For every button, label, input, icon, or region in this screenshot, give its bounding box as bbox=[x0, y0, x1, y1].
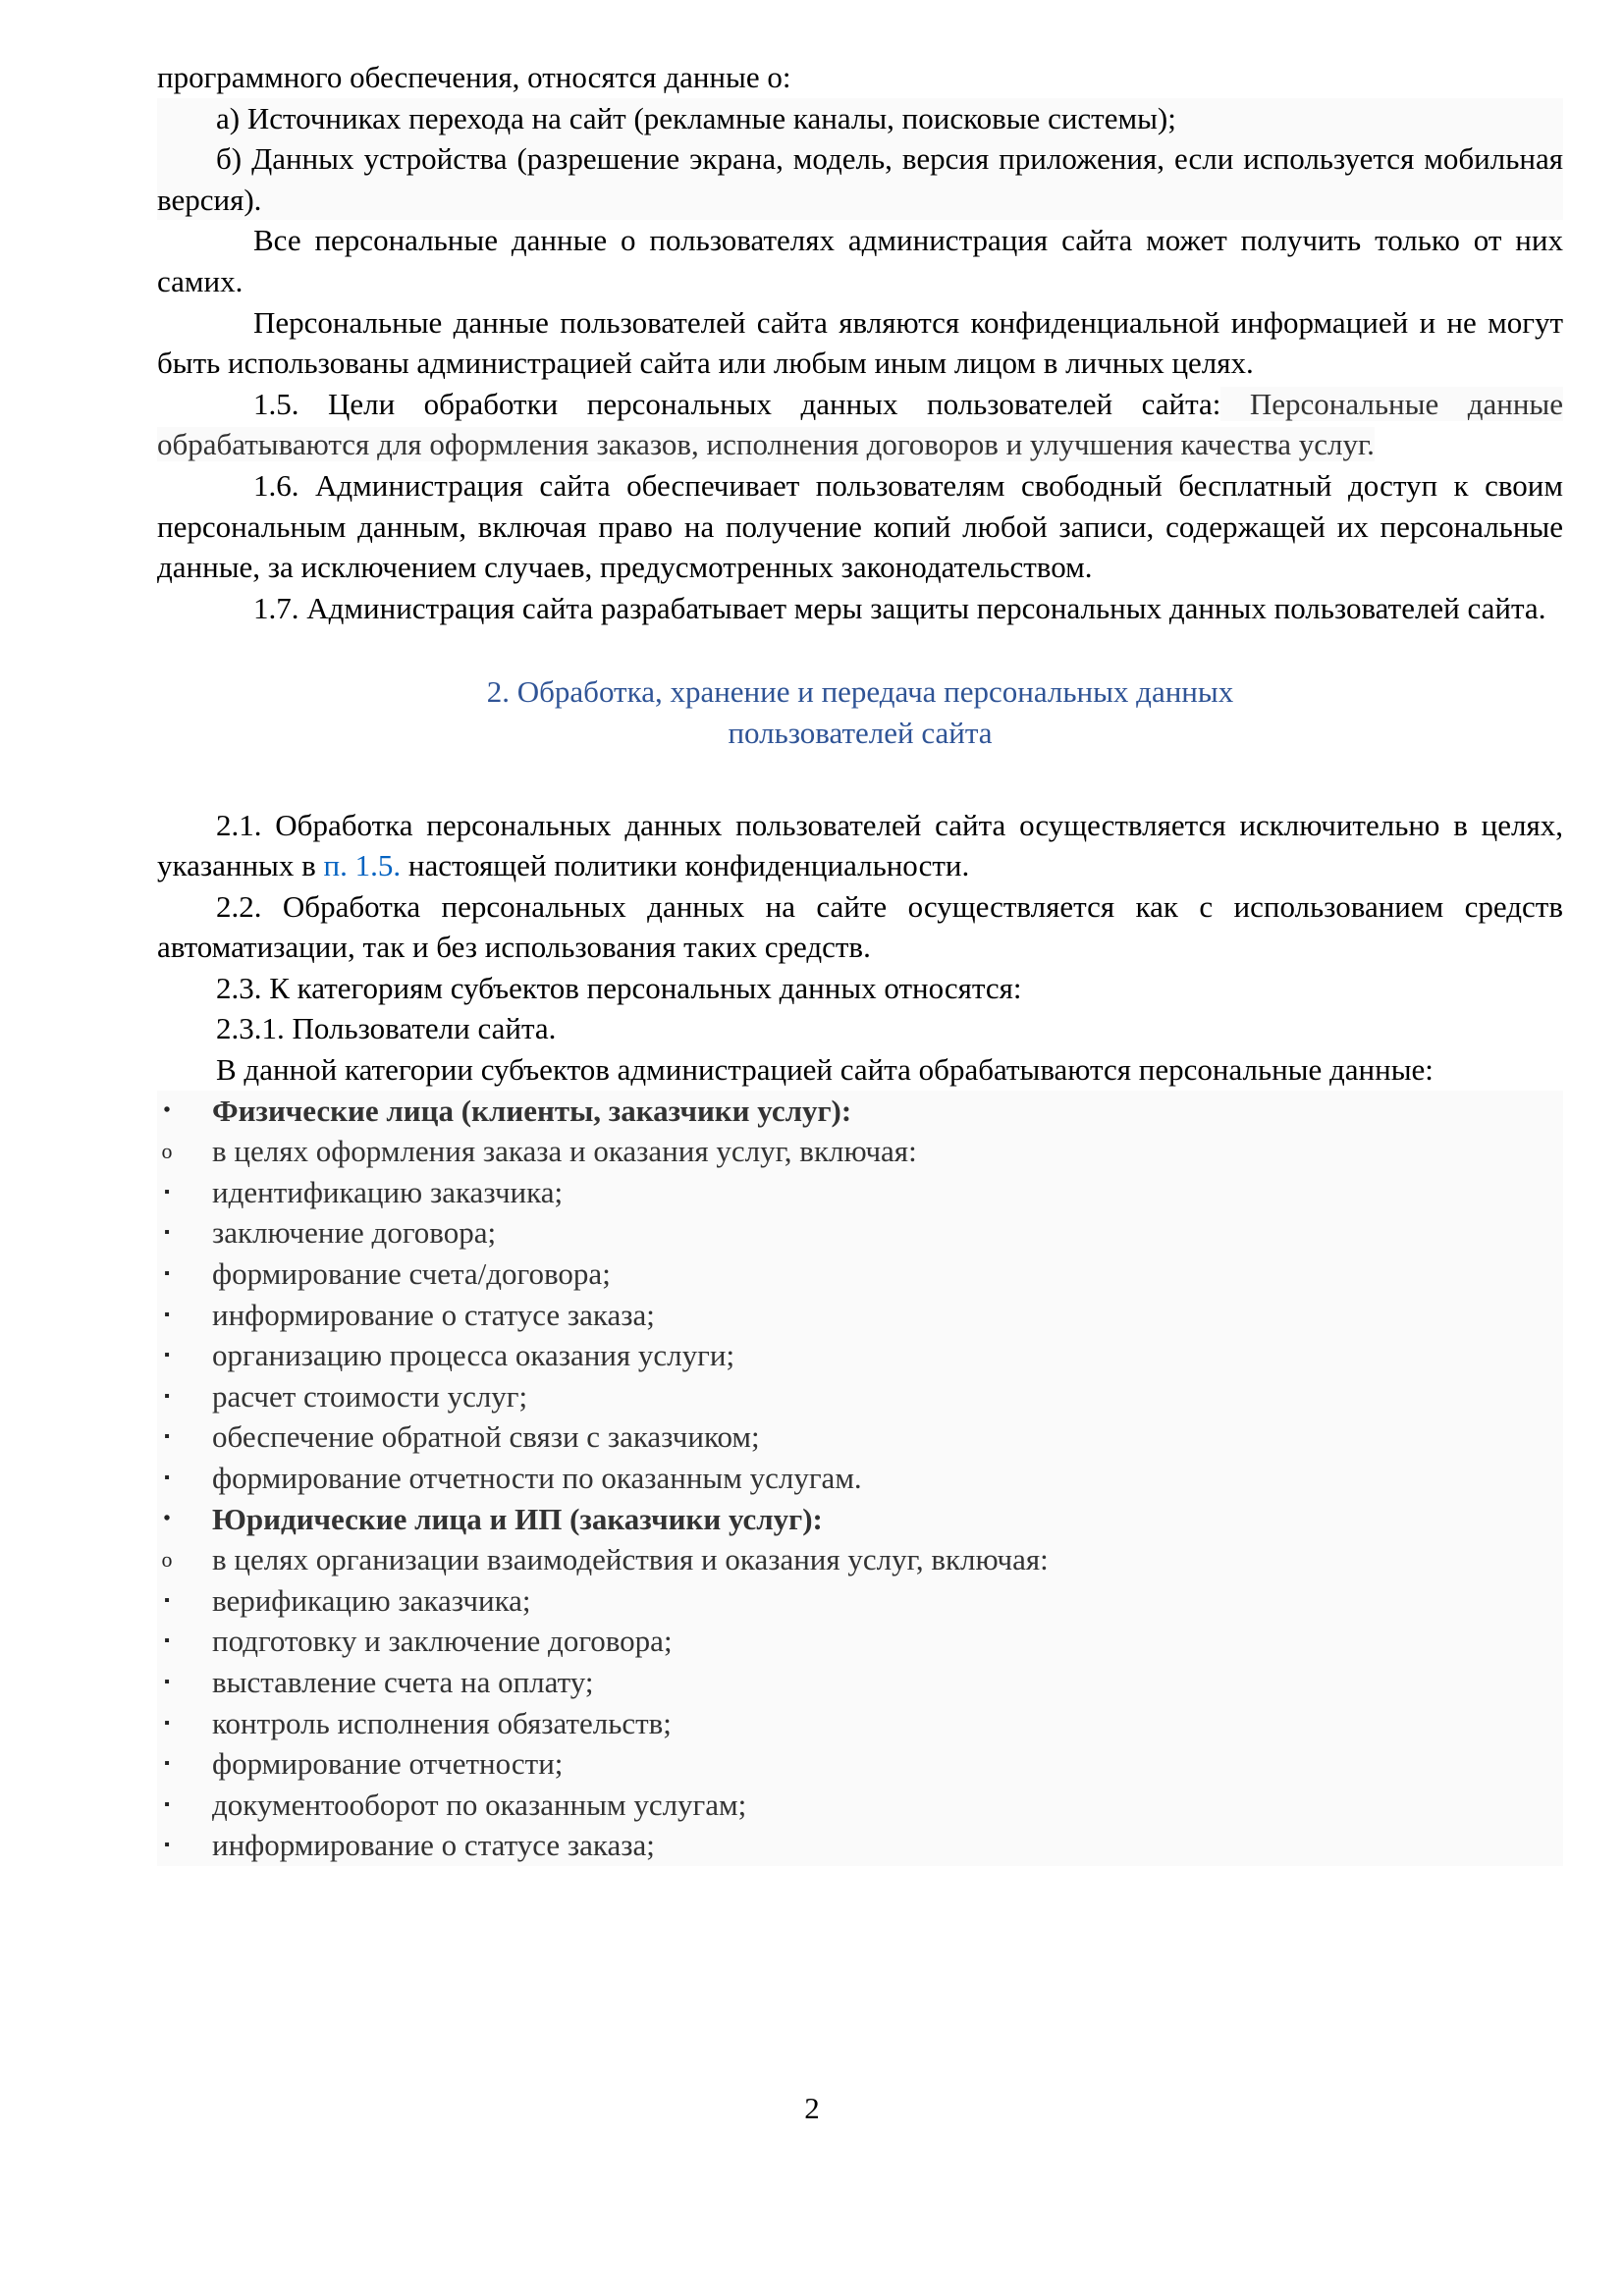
clause-2-1-text-after: настоящей политики конфиденциальности. bbox=[401, 848, 970, 883]
paragraph-category: В данной категории субъектов администрацией сайта обрабатываются персональные данные: bbox=[216, 1052, 1434, 1088]
list-group-legal-entities bbox=[157, 1499, 1563, 1540]
bullet-square-icon: ▪ bbox=[164, 1183, 170, 1201]
list-group-title: Физические лица (клиенты, заказчики услуг): bbox=[212, 1093, 852, 1128]
section-2-heading-line2: пользователей сайта bbox=[728, 715, 993, 750]
list-item bbox=[157, 1703, 1563, 1744]
clause-1-5-label: 1.5. Цели обработки персональных данных пользователей сайта: bbox=[253, 386, 1221, 421]
section-2-heading bbox=[157, 671, 1563, 753]
clause-2-2: 2.2. Обработка персональных данных на сайте осуществляется как с использованием средств автоматизации, так и без использования таких средств. bbox=[157, 888, 1563, 965]
paragraph-all-data: Все персональные данные о пользователях администрация сайта может получить только от них самих. bbox=[157, 223, 1563, 298]
bullet-square-icon: ▪ bbox=[164, 1347, 170, 1364]
list-purpose-text: в целях организации взаимодействия и оказания услуг, включая: bbox=[212, 1542, 1049, 1577]
clause-1-5 bbox=[157, 384, 1563, 465]
item-a: а) Источниках перехода на сайт (рекламные каналы, поисковые системы); bbox=[216, 100, 1176, 135]
list-item-text: информирование о статусе заказа; bbox=[212, 1297, 655, 1332]
bullet-square-icon: ▪ bbox=[164, 1469, 170, 1486]
clause-2-3-1: 2.3.1. Пользователи сайта. bbox=[216, 1011, 557, 1046]
paragraph-confidential: Персональные данные пользователей сайта являются конфиденциальной информацией и не могут быть использованы администрацией сайта или любым иным лицом в личных целях. bbox=[157, 304, 1563, 381]
list-item bbox=[157, 1416, 1563, 1458]
list-item-text: организацию процесса оказания услуги; bbox=[212, 1338, 735, 1373]
list-item-text: обеспечение обратной связи с заказчиком; bbox=[212, 1419, 760, 1455]
list-item-text: формирование отчетности; bbox=[212, 1746, 564, 1782]
list-item bbox=[157, 1254, 1563, 1295]
source-data-block bbox=[157, 98, 1563, 221]
list-item-text: верификацию заказчика; bbox=[212, 1582, 531, 1618]
clause-2-1 bbox=[157, 805, 1563, 886]
data-categories-list bbox=[157, 1091, 1563, 1866]
item-b: б) Данных устройства (разрешение экрана, модель, версия приложения, если используется мобильная версия). bbox=[157, 141, 1563, 217]
list-item bbox=[157, 1785, 1563, 1826]
list-item bbox=[157, 1743, 1563, 1785]
bullet-square-icon: ▪ bbox=[164, 1795, 170, 1813]
list-item-text: документооборот по оказанным услугам; bbox=[212, 1787, 747, 1822]
bullet-square-icon: ▪ bbox=[164, 1265, 170, 1283]
bullet-square-icon: ▪ bbox=[164, 1387, 170, 1405]
bullet-circle-icon: o bbox=[161, 1139, 173, 1164]
list-item-text: идентификацию заказчика; bbox=[212, 1174, 564, 1209]
list-item bbox=[157, 1458, 1563, 1499]
bullet-square-icon: ▪ bbox=[164, 1306, 170, 1323]
clause-1-5-text: Персональные данные обрабатываются для оформления заказов, исполнения договоров и улучшения качества услуг. bbox=[157, 386, 1563, 462]
list-item bbox=[157, 1376, 1563, 1417]
list-item bbox=[157, 1295, 1563, 1336]
clause-2-1-text-before: 2.1. Обработка персональных данных пользователей сайта осуществляется исключительно в целях, указанных в bbox=[157, 807, 1563, 883]
list-purpose bbox=[157, 1131, 1563, 1172]
list-group-title: Юридические лица и ИП (заказчики услуг): bbox=[212, 1501, 823, 1536]
list-item bbox=[157, 1172, 1563, 1213]
list-item-text: формирование счета/договора; bbox=[212, 1256, 611, 1292]
clause-1-7: 1.7. Администрация сайта разрабатывает меры защиты персональных данных пользователей сайта. bbox=[253, 590, 1546, 625]
document-page bbox=[157, 57, 1563, 1866]
bullet-square-icon: ▪ bbox=[164, 1591, 170, 1609]
list-item bbox=[157, 1662, 1563, 1703]
bullet-disc-icon: • bbox=[163, 1098, 171, 1121]
page-number: 2 bbox=[804, 2091, 820, 2125]
list-group-individuals bbox=[157, 1091, 1563, 1132]
section-2-heading-line1: 2. Обработка, хранение и передача персональных данных bbox=[486, 674, 1234, 710]
list-item-text: информирование о статусе заказа; bbox=[212, 1828, 655, 1863]
list-item-text: формирование отчетности по оказанным услугам. bbox=[212, 1461, 862, 1495]
clause-1-5-link[interactable]: п. 1.5. bbox=[323, 848, 402, 883]
bullet-square-icon: ▪ bbox=[164, 1837, 170, 1854]
bullet-square-icon: ▪ bbox=[164, 1632, 170, 1650]
list-item-text: расчет стоимости услуг; bbox=[212, 1378, 528, 1414]
bullet-square-icon: ▪ bbox=[164, 1428, 170, 1446]
bullet-square-icon: ▪ bbox=[164, 1755, 170, 1773]
list-item bbox=[157, 1580, 1563, 1622]
list-item bbox=[157, 1825, 1563, 1866]
list-item-text: контроль исполнения обязательств; bbox=[212, 1705, 672, 1740]
bullet-square-icon: ▪ bbox=[164, 1224, 170, 1242]
list-purpose-text: в целях оформления заказа и оказания услуг, включая: bbox=[212, 1134, 917, 1169]
bullet-disc-icon: • bbox=[163, 1507, 171, 1529]
bullet-circle-icon: o bbox=[161, 1547, 173, 1573]
list-item bbox=[157, 1212, 1563, 1254]
intro-line: программного обеспечения, относятся данные о: bbox=[157, 60, 791, 94]
list-item bbox=[157, 1621, 1563, 1662]
bullet-square-icon: ▪ bbox=[164, 1673, 170, 1690]
list-item bbox=[157, 1335, 1563, 1376]
list-purpose bbox=[157, 1539, 1563, 1580]
clause-1-6: 1.6. Администрация сайта обеспечивает пользователям свободный бесплатный доступ к своим персональным данным, включая право на получение копий любой записи, содержащей их персональные данные, за исключением случаев, предусмотренных законодательством. bbox=[157, 467, 1563, 585]
list-item-text: заключение договора; bbox=[212, 1215, 497, 1251]
list-item-text: подготовку и заключение договора; bbox=[212, 1624, 673, 1659]
clause-2-3: 2.3. К категориям субъектов персональных данных относятся: bbox=[216, 970, 1022, 1005]
bullet-square-icon: ▪ bbox=[164, 1714, 170, 1732]
list-item-text: выставление счета на оплату; bbox=[212, 1664, 594, 1699]
